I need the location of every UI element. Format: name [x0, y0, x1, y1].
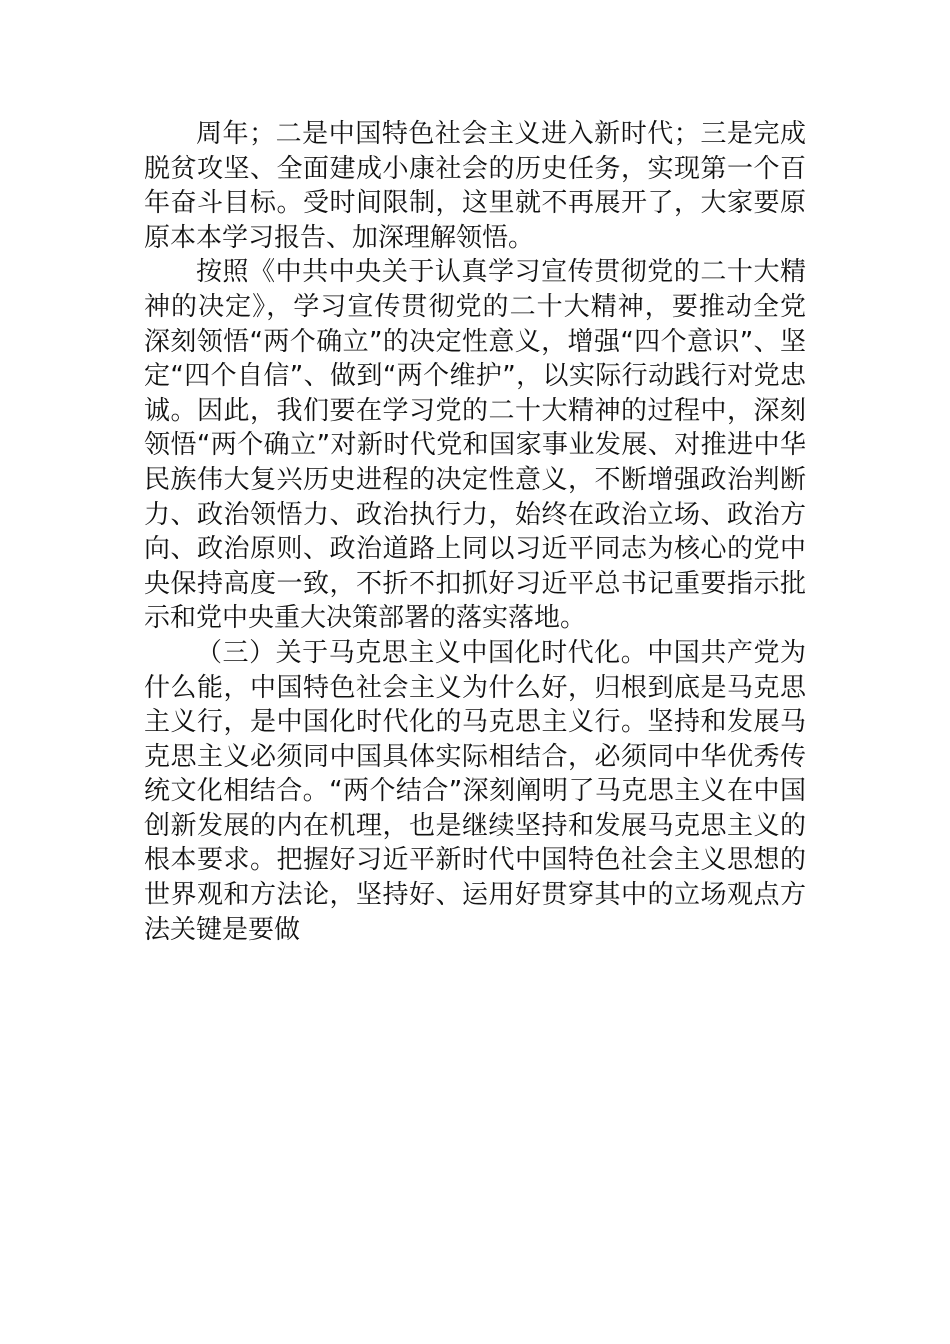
paragraph-3: （三）关于马克思主义中国化时代化。中国共产党为什么能，中国特色社会主义为什么好，归根到底是马克思主义行，是中国化时代化的马克思主义行。坚持和发展马克思主义必须同中国具体实际相结合，必须同中华优秀传统文化相结合。“两个结合”深刻阐明了马克思主义在中国创新发展的内在机理，也是继续坚持和发展马克思主义的根本要求。把握好习近平新时代中国特色社会主义思想的世界观和方法论，坚持好、运用好贯穿其中的立场观点方法关键是要做 — [144, 637, 806, 945]
document-body — [144, 117, 806, 947]
paragraph-1: 周年；二是中国特色社会主义进入新时代；三是完成脱贫攻坚、全面建成小康社会的历史任务，实现第一个百年奋斗目标。受时间限制，这里就不再展开了，大家要原原本本学习报告、加深理解领悟。 — [144, 119, 806, 253]
paragraph-2: 按照《中共中央关于认真学习宣传贯彻党的二十大精神的决定》，学习宣传贯彻党的二十大精神，要推动全党深刻领悟“两个确立”的决定性意义，增强“四个意识”、坚定“四个自信”、做到“两个维护”，以实际行动践行对党忠诚。因此，我们要在学习党的二十大精神的过程中，深刻领悟“两个确立”对新时代党和国家事业发展、对推进中华民族伟大复兴历史进程的决定性意义，不断增强政治判断力、政治领悟力、政治执行力，始终在政治立场、政治方向、政治原则、政治道路上同以习近平同志为核心的党中央保持高度一致，不折不扣抓好习近平总书记重要指示批示和党中央重大决策部署的落实落地。 — [144, 257, 806, 634]
